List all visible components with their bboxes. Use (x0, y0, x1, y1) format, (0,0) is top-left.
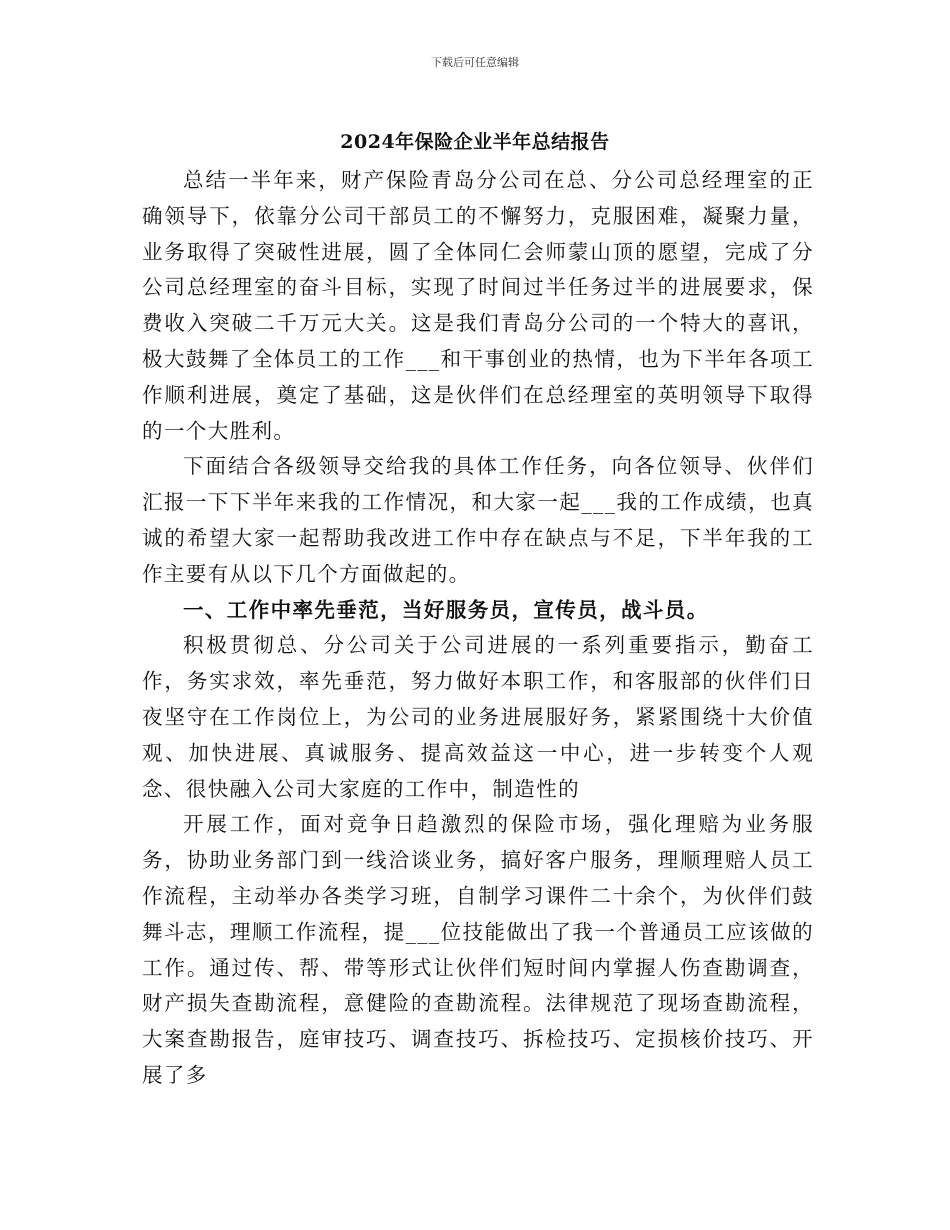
paragraph-overview: 下面结合各级领导交给我的具体工作任务，向各位领导、伙伴们汇报一下下半年来我的工作情况，和大家一起___我的工作成绩，也真诚的希望大家一起帮助我改进工作中存在缺点与不足，下半年我的工作主要有从以下几个方面做起的。 (142, 454, 814, 586)
paragraph-section-1b: 开展工作，面对竞争日趋激烈的保险市场，强化理赔为业务服务，协助业务部门到一线洽谈业务，搞好客户服务，理顺理赔人员工作流程，主动举办各类学习班，自制学习课件二十余个，为伙伴们鼓舞斗志，理顺工作流程，提___位技能做出了我一个普通员工应该做的工作。通过传、帮、带等形式让伙伴们短时间内掌握人伤查勘调查，财产损失查勘流程，意健险的查勘流程。法律规范了现场查勘流程，大案查勘报告，庭审技巧、调查技巧、拆检技巧、定损核价技巧、开展了多 (142, 812, 814, 1087)
section-heading-1: 一、工作中率先垂范，当好服务员，宣传员，战斗员。 (183, 597, 709, 622)
paragraph-intro: 总结一半年来，财产保险青岛分公司在总、分公司总经理室的正确领导下，依靠分公司干部员工的不懈努力，克服困难，凝聚力量，业务取得了突破性进展，圆了全体同仁会师蒙山顶的愿望，完成了分公司总经理室的奋斗目标，实现了时间过半任务过半的进展要求，保费收入突破二千万元大关。这是我们青岛分公司的一个特大的喜讯，极大鼓舞了全体员工的工作___和干事创业的热情，也为下半年各项工作顺利进展，奠定了基础，这是伙伴们在总经理室的英明领导下取得的一个大胜利。 (142, 168, 814, 443)
document-title: 2024年保险企业半年总结报告 (340, 131, 610, 153)
paragraph-section-1a: 积极贯彻总、分公司关于公司进展的一系列重要指示，勤奋工作，务实求效，率先垂范，努力做好本职工作，和客服部的伙伴们日夜坚守在工作岗位上，为公司的业务进展服好务，紧紧围绕十大价值观、加快进展、真诚服务、提高效益这一中心，进一步转变个人观念、很快融入公司大家庭的工作中，制造性的 (142, 633, 814, 801)
document-body (142, 163, 814, 1094)
header-note: 下载后可任意编辑 (431, 56, 519, 69)
